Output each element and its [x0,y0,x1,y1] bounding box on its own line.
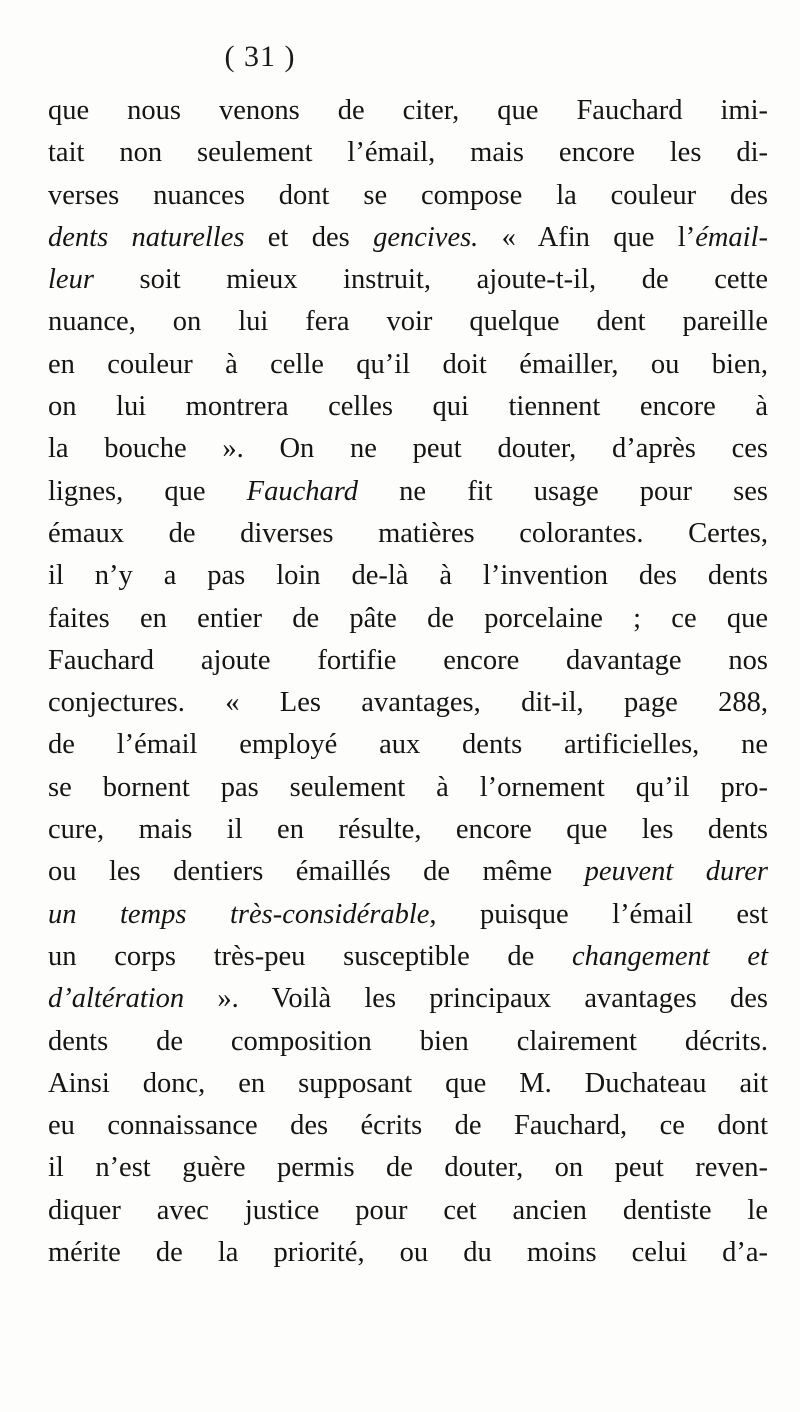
text-line [48,767,768,809]
text-line [48,978,768,1020]
text-segment: verses nuances dont se compose la couleur des [48,179,768,211]
text-line [48,513,768,555]
text-line [48,386,768,428]
text-line [48,640,768,682]
italic-text: un temps très-considérable [48,898,430,930]
text-line [48,1021,768,1063]
text-segment: se bornent pas seulement à l’ornement qu’il pro- [48,771,768,803]
text-segment: il n’y a pas loin de-là à l’invention des dents [48,560,768,592]
italic-text: d’altération [48,983,185,1015]
text-segment: diquer avec justice pour cet ancien dentiste le [48,1194,768,1226]
text-segment: « Afin que l’ [478,221,696,253]
text-line [48,936,768,978]
text-line [48,90,768,132]
text-segment: mérite de la priorité, ou du moins celui d’a- [48,1237,768,1269]
text-segment: que nous venons de citer, que Fauchard imi- [48,95,768,126]
text-line [48,344,768,386]
text-line [48,809,768,851]
text-segment: émaux de diverses matières colorantes. Certes, [48,517,768,549]
text-segment: Ainsi donc, en supposant que M. Duchateau ait [48,1067,768,1099]
text-line [48,1063,768,1105]
text-segment: ne fit usage pour ses [358,475,768,507]
text-segment: un corps très-peu susceptible de [48,940,573,972]
text-segment: cure, mais il en résulte, encore que les dents [48,814,768,846]
text-line [48,1190,768,1232]
italic-text: émail- [695,221,769,253]
text-line [48,259,768,301]
text-line [48,301,768,343]
text-segment: en couleur à celle qu’il doit émailler, ou bien, [48,348,768,380]
text-segment: conjectures. « Les avantages, dit-il, page 288, [48,687,768,719]
text-segment: et des [244,221,374,253]
text-segment: on lui montrera celles qui tiennent encore à [48,391,768,423]
italic-text: peuvent durer [584,856,768,888]
text-line [48,724,768,766]
text-segment: de l’émail employé aux dents artificielles, ne [48,729,768,761]
italic-text: Fauchard [246,475,359,507]
text-segment: tait non seulement l’émail, mais encore les di- [48,137,768,169]
text-segment: faites en entier de pâte de porcelaine ; ce que [48,602,768,634]
text-line [48,682,768,724]
text-line [48,894,768,936]
text-line [48,598,768,640]
page-number: ( 31 ) [224,40,296,73]
text-segment: nuance, on lui fera voir quelque dent pareille [48,306,768,338]
text-line [48,1147,768,1189]
text-segment: lignes, que [48,475,247,507]
text-segment: Fauchard ajoute fortifie encore davantage nos [48,644,768,676]
italic-text: gencives. [373,221,479,253]
text-line [48,1232,768,1274]
text-line [48,851,768,893]
text-line [48,1105,768,1147]
text-segment: il n’est guère permis de douter, on peut reven- [48,1152,768,1184]
italic-text: leur [48,264,94,296]
text-line [48,217,768,259]
text-segment: eu connaissance des écrits de Fauchard, ce dont [48,1110,768,1142]
italic-text: dents naturelles [48,221,245,253]
text-segment: ou les dentiers émaillés de même [48,856,585,888]
text-segment: ». Voilà les principaux avantages des [184,983,768,1015]
text-line [48,471,768,513]
text-line [48,175,768,217]
body-text [48,90,768,1274]
text-line [48,132,768,174]
text-segment: soit mieux instruit, ajoute-t-il, de cette [93,264,768,296]
text-segment: , puisque l’émail est [429,898,768,930]
text-line [48,428,768,470]
text-segment: la bouche ». On ne peut douter, d’après ces [48,433,768,465]
text-line [48,555,768,597]
italic-text: changement et [572,940,768,972]
text-segment: dents de composition bien clairement décrits. [48,1025,768,1057]
